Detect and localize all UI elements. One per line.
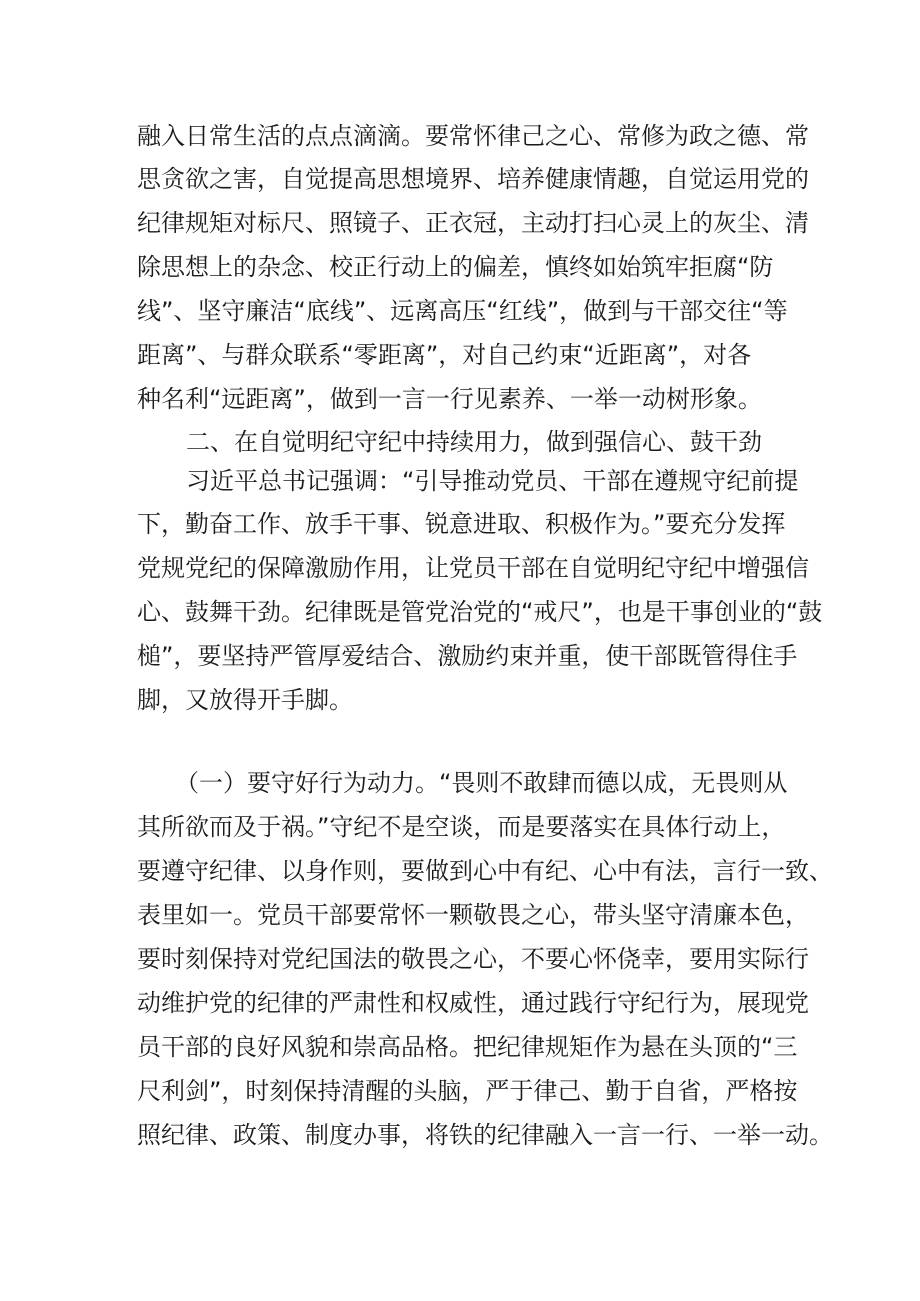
- section-heading: 二、在自觉明纪守纪中持续用力，做到强信心、鼓干劲: [186, 428, 762, 456]
- paragraph-3-line-1: （一）要守好行为动力。“畏则不敢肆而德以成，无畏则从: [175, 769, 788, 797]
- paragraph-1-line-2: 思贪欲之害，自觉提高思想境界、培养健康情趣，自觉运用党的: [137, 165, 809, 193]
- paragraph-2-line-1: 习近平总书记强调：“引导推动党员、干部在遵规守纪前提: [186, 467, 799, 495]
- paragraph-1-line-6: 距离”、与群众联系“零距离”，对自己约束“近距离”，对各: [137, 341, 752, 369]
- paragraph-3-line-3: 要遵守纪律、以身作则，要做到心中有纪、心中有法，言行一致、: [137, 857, 833, 885]
- paragraph-2-line-2: 下，勤奋工作、放手干事、锐意进取、积极作为。”要充分发挥: [137, 510, 786, 538]
- paragraph-1-line-1: 融入日常生活的点点滴滴。要常怀律己之心、常修为政之德、常: [137, 122, 809, 150]
- paragraph-1-line-5: 线”、坚守廉洁“底线”、远离高压“红线”，做到与干部交往“等: [137, 297, 788, 325]
- paragraph-2-line-3: 党规党纪的保障激励作用，让党员干部在自觉明纪守纪中增强信: [137, 554, 809, 582]
- paragraph-3-line-8: 尺利剑”，时刻保持清醒的头脑，严于律己、勤于自省，严格按: [137, 1077, 798, 1105]
- paragraph-3-line-5: 要时刻保持对党纪国法的敬畏之心，不要心怀侥幸，要用实际行: [137, 945, 809, 973]
- paragraph-3-line-7: 员干部的良好风貌和崇高品格。把纪律规矩作为悬在头顶的“三: [137, 1033, 798, 1061]
- paragraph-1-line-3: 纪律规矩对标尺、照镜子、正衣冠，主动打扫心灵上的灰尘、清: [137, 209, 809, 237]
- paragraph-1-line-4: 除思想上的杂念、校正行动上的偏差，慎终如始筑牢拒腐“防: [137, 253, 774, 281]
- paragraph-3-line-6: 动维护党的纪律的严肃性和权威性，通过践行守纪行为，展现党: [137, 989, 809, 1017]
- paragraph-2-line-5: 槌”，要坚持严管厚爱结合、激励约束并重，使干部既管得住手: [137, 642, 798, 670]
- paragraph-3-line-2: 其所欲而及于祸。”守纪不是空谈，而是要落实在具体行动上，: [137, 813, 786, 841]
- paragraph-3-line-4: 表里如一。党员干部要常怀一颗敬畏之心，带头坚守清廉本色，: [137, 901, 809, 929]
- paragraph-2-line-6: 脚，又放得开手脚。: [137, 686, 353, 714]
- paragraph-3-line-9: 照纪律、政策、制度办事，将铁的纪律融入一言一行、一举一动。: [137, 1121, 833, 1149]
- paragraph-1-line-7: 种名利“远距离”，做到一言一行见素养、一举一动树形象。: [137, 385, 762, 413]
- paragraph-2-line-4: 心、鼓舞干劲。纪律既是管党治党的“戒尺”，也是干事创业的“鼓: [137, 598, 823, 626]
